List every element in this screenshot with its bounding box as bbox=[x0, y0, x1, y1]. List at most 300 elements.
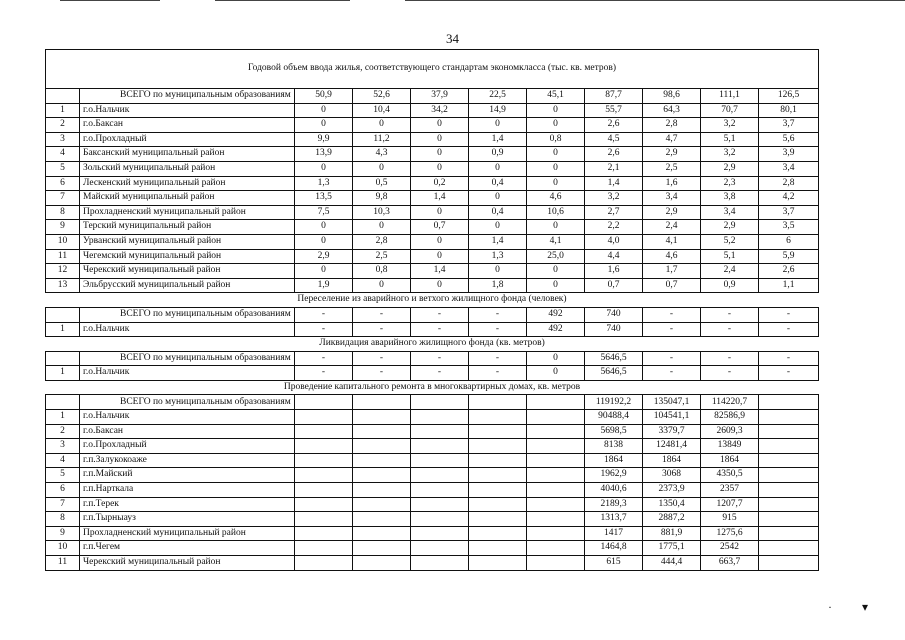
value-cell: 1,8 bbox=[469, 278, 527, 293]
row-label: г.о.Прохладный bbox=[80, 439, 295, 454]
value-cell: 0 bbox=[295, 264, 353, 279]
table-row bbox=[46, 556, 819, 571]
row-number: 9 bbox=[46, 526, 80, 541]
value-cell: 80,1 bbox=[759, 103, 819, 118]
value-cell: 4,6 bbox=[643, 249, 701, 264]
table-row bbox=[46, 541, 819, 556]
table-row bbox=[46, 147, 819, 162]
row-number bbox=[46, 307, 80, 322]
value-cell: 1775,1 bbox=[643, 541, 701, 556]
row-number: 11 bbox=[46, 556, 80, 571]
row-label: г.о.Нальчик bbox=[80, 103, 295, 118]
value-cell: 5,2 bbox=[701, 234, 759, 249]
value-cell: 135047,1 bbox=[643, 395, 701, 410]
value-cell: 2,6 bbox=[585, 147, 643, 162]
section-title-row bbox=[46, 337, 819, 352]
top-rule-left bbox=[60, 0, 160, 1]
value-cell: 126,5 bbox=[759, 89, 819, 104]
table-row bbox=[46, 512, 819, 527]
value-cell bbox=[411, 439, 469, 454]
value-cell bbox=[411, 453, 469, 468]
value-cell: 4,7 bbox=[643, 132, 701, 147]
value-cell: 0 bbox=[527, 147, 585, 162]
value-cell: 1864 bbox=[643, 453, 701, 468]
row-number: 9 bbox=[46, 220, 80, 235]
value-cell: 10,3 bbox=[353, 205, 411, 220]
value-cell: - bbox=[353, 366, 411, 381]
value-cell: 13849 bbox=[701, 439, 759, 454]
value-cell: 0,5 bbox=[353, 176, 411, 191]
value-cell: 0,9 bbox=[469, 147, 527, 162]
value-cell bbox=[353, 541, 411, 556]
table-row bbox=[46, 468, 819, 483]
value-cell bbox=[295, 483, 353, 498]
value-cell bbox=[295, 439, 353, 454]
value-cell: - bbox=[469, 322, 527, 337]
value-cell bbox=[527, 424, 585, 439]
row-label: Майский муниципальный район bbox=[80, 191, 295, 206]
value-cell: 2,3 bbox=[701, 176, 759, 191]
total-row bbox=[46, 89, 819, 104]
row-label: Урванский муниципальный район bbox=[80, 234, 295, 249]
value-cell: 2,8 bbox=[759, 176, 819, 191]
value-cell: 4,1 bbox=[643, 234, 701, 249]
value-cell: 615 bbox=[585, 556, 643, 571]
value-cell: - bbox=[469, 307, 527, 322]
row-label: г.о.Баксан bbox=[80, 424, 295, 439]
row-number: 2 bbox=[46, 118, 80, 133]
row-number: 7 bbox=[46, 497, 80, 512]
value-cell: 2609,3 bbox=[701, 424, 759, 439]
value-cell: 13,5 bbox=[295, 191, 353, 206]
value-cell: 1864 bbox=[701, 453, 759, 468]
value-cell: 2542 bbox=[701, 541, 759, 556]
value-cell: 1,6 bbox=[585, 264, 643, 279]
value-cell: 0 bbox=[469, 191, 527, 206]
table-row bbox=[46, 191, 819, 206]
value-cell: 2357 bbox=[701, 483, 759, 498]
value-cell bbox=[353, 395, 411, 410]
value-cell bbox=[295, 541, 353, 556]
row-label: г.п.Терек bbox=[80, 497, 295, 512]
value-cell: 0,8 bbox=[353, 264, 411, 279]
value-cell: 0,9 bbox=[701, 278, 759, 293]
value-cell: 915 bbox=[701, 512, 759, 527]
value-cell: 64,3 bbox=[643, 103, 701, 118]
value-cell bbox=[759, 526, 819, 541]
row-label: Эльбрусский муниципальный район bbox=[80, 278, 295, 293]
value-cell: 0 bbox=[527, 351, 585, 366]
value-cell: 0,4 bbox=[469, 205, 527, 220]
value-cell bbox=[759, 541, 819, 556]
value-cell: 5,1 bbox=[701, 132, 759, 147]
row-label: Лескенский муниципальный район bbox=[80, 176, 295, 191]
value-cell: - bbox=[759, 351, 819, 366]
value-cell: 740 bbox=[585, 307, 643, 322]
value-cell: 5646,5 bbox=[585, 366, 643, 381]
value-cell bbox=[411, 541, 469, 556]
value-cell bbox=[411, 468, 469, 483]
value-cell: 1417 bbox=[585, 526, 643, 541]
value-cell: 37,9 bbox=[411, 89, 469, 104]
value-cell: - bbox=[643, 366, 701, 381]
value-cell: 3,4 bbox=[701, 205, 759, 220]
value-cell: 2,2 bbox=[585, 220, 643, 235]
value-cell bbox=[353, 512, 411, 527]
value-cell: - bbox=[411, 307, 469, 322]
value-cell: - bbox=[295, 351, 353, 366]
value-cell: 0 bbox=[411, 205, 469, 220]
row-number: 3 bbox=[46, 439, 80, 454]
value-cell: 8138 bbox=[585, 439, 643, 454]
value-cell: - bbox=[759, 366, 819, 381]
value-cell: 1962,9 bbox=[585, 468, 643, 483]
table-row bbox=[46, 278, 819, 293]
value-cell: 0 bbox=[353, 220, 411, 235]
value-cell: 1313,7 bbox=[585, 512, 643, 527]
row-number: 1 bbox=[46, 410, 80, 425]
value-cell: 2,7 bbox=[585, 205, 643, 220]
row-label: г.о.Нальчик bbox=[80, 322, 295, 337]
row-number: 4 bbox=[46, 453, 80, 468]
value-cell: - bbox=[701, 366, 759, 381]
value-cell: - bbox=[411, 322, 469, 337]
value-cell bbox=[527, 468, 585, 483]
row-label: Черекский муниципальный район bbox=[80, 556, 295, 571]
value-cell: 881,9 bbox=[643, 526, 701, 541]
value-cell bbox=[759, 410, 819, 425]
row-label: г.п.Нарткала bbox=[80, 483, 295, 498]
data-table bbox=[45, 49, 819, 571]
value-cell: - bbox=[353, 351, 411, 366]
value-cell: 0 bbox=[527, 220, 585, 235]
row-label: ВСЕГО по муниципальным образованиям bbox=[80, 351, 295, 366]
value-cell bbox=[469, 410, 527, 425]
value-cell bbox=[295, 526, 353, 541]
value-cell: 52,6 bbox=[353, 89, 411, 104]
value-cell: 1,4 bbox=[469, 132, 527, 147]
value-cell bbox=[527, 439, 585, 454]
row-number: 8 bbox=[46, 205, 80, 220]
value-cell: - bbox=[469, 351, 527, 366]
value-cell: 0 bbox=[411, 249, 469, 264]
value-cell: 13,9 bbox=[295, 147, 353, 162]
value-cell: 4,0 bbox=[585, 234, 643, 249]
table-row bbox=[46, 322, 819, 337]
value-cell bbox=[527, 453, 585, 468]
table-row bbox=[46, 220, 819, 235]
value-cell: 0,8 bbox=[527, 132, 585, 147]
table-row bbox=[46, 176, 819, 191]
value-cell bbox=[527, 556, 585, 571]
table-row bbox=[46, 483, 819, 498]
value-cell bbox=[295, 556, 353, 571]
value-cell bbox=[295, 497, 353, 512]
value-cell: 4,4 bbox=[585, 249, 643, 264]
value-cell: 0 bbox=[527, 118, 585, 133]
value-cell bbox=[411, 526, 469, 541]
row-label: Черекский муниципальный район bbox=[80, 264, 295, 279]
section-title: Переселение из аварийного и ветхого жилищного фонда (человек) bbox=[297, 294, 567, 305]
value-cell bbox=[295, 512, 353, 527]
value-cell: 4,1 bbox=[527, 234, 585, 249]
value-cell bbox=[353, 526, 411, 541]
section-title: Годовой объем ввода жилья, соответствующего стандартам экономкласса (тыс. кв. метров) bbox=[46, 50, 819, 89]
value-cell bbox=[411, 483, 469, 498]
value-cell: 2,6 bbox=[759, 264, 819, 279]
value-cell: 5698,5 bbox=[585, 424, 643, 439]
value-cell: 492 bbox=[527, 307, 585, 322]
value-cell: 444,4 bbox=[643, 556, 701, 571]
value-cell: 0 bbox=[527, 176, 585, 191]
table-row bbox=[46, 424, 819, 439]
row-number: 7 bbox=[46, 191, 80, 206]
table-row bbox=[46, 526, 819, 541]
footer-marks-2: ▾ bbox=[862, 600, 869, 614]
value-cell: 0 bbox=[353, 118, 411, 133]
value-cell: - bbox=[411, 366, 469, 381]
row-number: 10 bbox=[46, 234, 80, 249]
value-cell: 0 bbox=[411, 118, 469, 133]
section-title-row bbox=[46, 50, 819, 89]
value-cell: 4,3 bbox=[353, 147, 411, 162]
value-cell: 6 bbox=[759, 234, 819, 249]
table-row bbox=[46, 132, 819, 147]
value-cell: 104541,1 bbox=[643, 410, 701, 425]
section-title-row bbox=[46, 293, 819, 308]
value-cell: 3068 bbox=[643, 468, 701, 483]
table-row bbox=[46, 439, 819, 454]
value-cell: 1350,4 bbox=[643, 497, 701, 512]
value-cell: 0 bbox=[295, 103, 353, 118]
value-cell: 90488,4 bbox=[585, 410, 643, 425]
value-cell: 0 bbox=[411, 161, 469, 176]
value-cell: 1,9 bbox=[295, 278, 353, 293]
value-cell: - bbox=[295, 366, 353, 381]
value-cell: 3,5 bbox=[759, 220, 819, 235]
value-cell: 2,9 bbox=[701, 220, 759, 235]
value-cell bbox=[353, 424, 411, 439]
value-cell: 3,2 bbox=[701, 118, 759, 133]
row-number: 3 bbox=[46, 132, 80, 147]
row-number: 13 bbox=[46, 278, 80, 293]
row-label: Баксанский муниципальный район bbox=[80, 147, 295, 162]
table-row bbox=[46, 366, 819, 381]
value-cell: 0 bbox=[469, 118, 527, 133]
row-label: г.п.Майский bbox=[80, 468, 295, 483]
value-cell: 2,4 bbox=[701, 264, 759, 279]
value-cell bbox=[353, 439, 411, 454]
value-cell: 5,6 bbox=[759, 132, 819, 147]
page-number: 34 bbox=[446, 31, 459, 46]
value-cell: 0 bbox=[295, 234, 353, 249]
row-label: г.п.Чегем bbox=[80, 541, 295, 556]
value-cell: 0 bbox=[411, 278, 469, 293]
value-cell bbox=[295, 395, 353, 410]
row-label: Терский муниципальный район bbox=[80, 220, 295, 235]
value-cell: 4350,5 bbox=[701, 468, 759, 483]
section-title-row bbox=[46, 380, 819, 395]
value-cell: 3,7 bbox=[759, 118, 819, 133]
value-cell: 1,4 bbox=[411, 191, 469, 206]
total-row bbox=[46, 395, 819, 410]
value-cell: 1464,8 bbox=[585, 541, 643, 556]
value-cell: 55,7 bbox=[585, 103, 643, 118]
row-label: г.о.Нальчик bbox=[80, 366, 295, 381]
value-cell: 1,3 bbox=[469, 249, 527, 264]
value-cell bbox=[759, 497, 819, 512]
value-cell: 0 bbox=[295, 161, 353, 176]
value-cell: 22,5 bbox=[469, 89, 527, 104]
value-cell bbox=[759, 395, 819, 410]
value-cell bbox=[527, 483, 585, 498]
row-number bbox=[46, 89, 80, 104]
value-cell: 2,5 bbox=[643, 161, 701, 176]
value-cell bbox=[527, 526, 585, 541]
value-cell bbox=[295, 410, 353, 425]
value-cell: 5646,5 bbox=[585, 351, 643, 366]
value-cell: 0,4 bbox=[469, 176, 527, 191]
value-cell: 9,8 bbox=[353, 191, 411, 206]
value-cell: 87,7 bbox=[585, 89, 643, 104]
value-cell bbox=[759, 512, 819, 527]
value-cell bbox=[759, 468, 819, 483]
value-cell: 119192,2 bbox=[585, 395, 643, 410]
value-cell: 3,7 bbox=[759, 205, 819, 220]
row-label: Чегемский муниципальный район bbox=[80, 249, 295, 264]
value-cell: - bbox=[353, 322, 411, 337]
value-cell bbox=[353, 556, 411, 571]
value-cell: 2,6 bbox=[585, 118, 643, 133]
value-cell bbox=[527, 512, 585, 527]
value-cell bbox=[353, 483, 411, 498]
value-cell: 4040,6 bbox=[585, 483, 643, 498]
value-cell bbox=[527, 541, 585, 556]
value-cell bbox=[527, 395, 585, 410]
value-cell: 2373,9 bbox=[643, 483, 701, 498]
table-row bbox=[46, 497, 819, 512]
value-cell: 5,1 bbox=[701, 249, 759, 264]
value-cell: 1,4 bbox=[585, 176, 643, 191]
row-number: 6 bbox=[46, 176, 80, 191]
row-label: г.о.Баксан bbox=[80, 118, 295, 133]
row-label: Прохладненский муниципальный район bbox=[80, 205, 295, 220]
value-cell: 2,9 bbox=[643, 147, 701, 162]
value-cell bbox=[469, 556, 527, 571]
value-cell bbox=[411, 424, 469, 439]
total-row bbox=[46, 307, 819, 322]
value-cell bbox=[527, 410, 585, 425]
value-cell: - bbox=[411, 351, 469, 366]
table-row bbox=[46, 249, 819, 264]
table-row bbox=[46, 205, 819, 220]
value-cell: 5,9 bbox=[759, 249, 819, 264]
value-cell: 1,1 bbox=[759, 278, 819, 293]
table-row bbox=[46, 264, 819, 279]
total-row bbox=[46, 351, 819, 366]
row-number: 8 bbox=[46, 512, 80, 527]
value-cell bbox=[411, 512, 469, 527]
value-cell: 14,9 bbox=[469, 103, 527, 118]
value-cell: 2,4 bbox=[643, 220, 701, 235]
value-cell bbox=[469, 526, 527, 541]
section-title: Ликвидация аварийного жилищного фонда (кв. метров) bbox=[319, 338, 545, 349]
value-cell: 2,1 bbox=[585, 161, 643, 176]
value-cell bbox=[469, 483, 527, 498]
value-cell bbox=[527, 497, 585, 512]
value-cell: - bbox=[701, 307, 759, 322]
value-cell: 10,6 bbox=[527, 205, 585, 220]
value-cell bbox=[759, 453, 819, 468]
value-cell: - bbox=[295, 322, 353, 337]
row-label: г.п.Тырныауз bbox=[80, 512, 295, 527]
value-cell bbox=[469, 497, 527, 512]
value-cell: 1,3 bbox=[295, 176, 353, 191]
value-cell: 2189,3 bbox=[585, 497, 643, 512]
value-cell: 0,7 bbox=[585, 278, 643, 293]
row-label: г.о.Прохладный bbox=[80, 132, 295, 147]
value-cell: 0 bbox=[353, 161, 411, 176]
value-cell: 1,6 bbox=[643, 176, 701, 191]
value-cell bbox=[295, 453, 353, 468]
value-cell: - bbox=[643, 307, 701, 322]
value-cell: 3,4 bbox=[643, 191, 701, 206]
value-cell: 1207,7 bbox=[701, 497, 759, 512]
value-cell bbox=[353, 497, 411, 512]
value-cell: 1864 bbox=[585, 453, 643, 468]
value-cell: - bbox=[643, 322, 701, 337]
value-cell: 70,7 bbox=[701, 103, 759, 118]
value-cell: 0 bbox=[411, 234, 469, 249]
value-cell: 2,9 bbox=[295, 249, 353, 264]
value-cell: 9,9 bbox=[295, 132, 353, 147]
table-row bbox=[46, 234, 819, 249]
value-cell bbox=[469, 395, 527, 410]
table-row bbox=[46, 118, 819, 133]
value-cell bbox=[469, 424, 527, 439]
top-rule-middle bbox=[215, 0, 350, 1]
value-cell: 740 bbox=[585, 322, 643, 337]
value-cell: 3,9 bbox=[759, 147, 819, 162]
value-cell: 3,8 bbox=[701, 191, 759, 206]
value-cell: 2,9 bbox=[701, 161, 759, 176]
table-row bbox=[46, 453, 819, 468]
value-cell bbox=[411, 556, 469, 571]
table-row bbox=[46, 103, 819, 118]
value-cell: 50,9 bbox=[295, 89, 353, 104]
value-cell: 0 bbox=[411, 132, 469, 147]
value-cell: - bbox=[295, 307, 353, 322]
value-cell: 0 bbox=[295, 220, 353, 235]
value-cell: - bbox=[759, 322, 819, 337]
value-cell: 0 bbox=[469, 264, 527, 279]
row-label: г.п.Залукокоаже bbox=[80, 453, 295, 468]
row-number: 2 bbox=[46, 424, 80, 439]
value-cell: 98,6 bbox=[643, 89, 701, 104]
value-cell: 12481,4 bbox=[643, 439, 701, 454]
row-number: 4 bbox=[46, 147, 80, 162]
value-cell bbox=[469, 541, 527, 556]
value-cell bbox=[353, 410, 411, 425]
row-number: 1 bbox=[46, 366, 80, 381]
value-cell bbox=[411, 395, 469, 410]
value-cell: - bbox=[701, 351, 759, 366]
value-cell: - bbox=[469, 366, 527, 381]
value-cell: 3,2 bbox=[701, 147, 759, 162]
row-number: 5 bbox=[46, 161, 80, 176]
value-cell: 34,2 bbox=[411, 103, 469, 118]
value-cell bbox=[759, 439, 819, 454]
